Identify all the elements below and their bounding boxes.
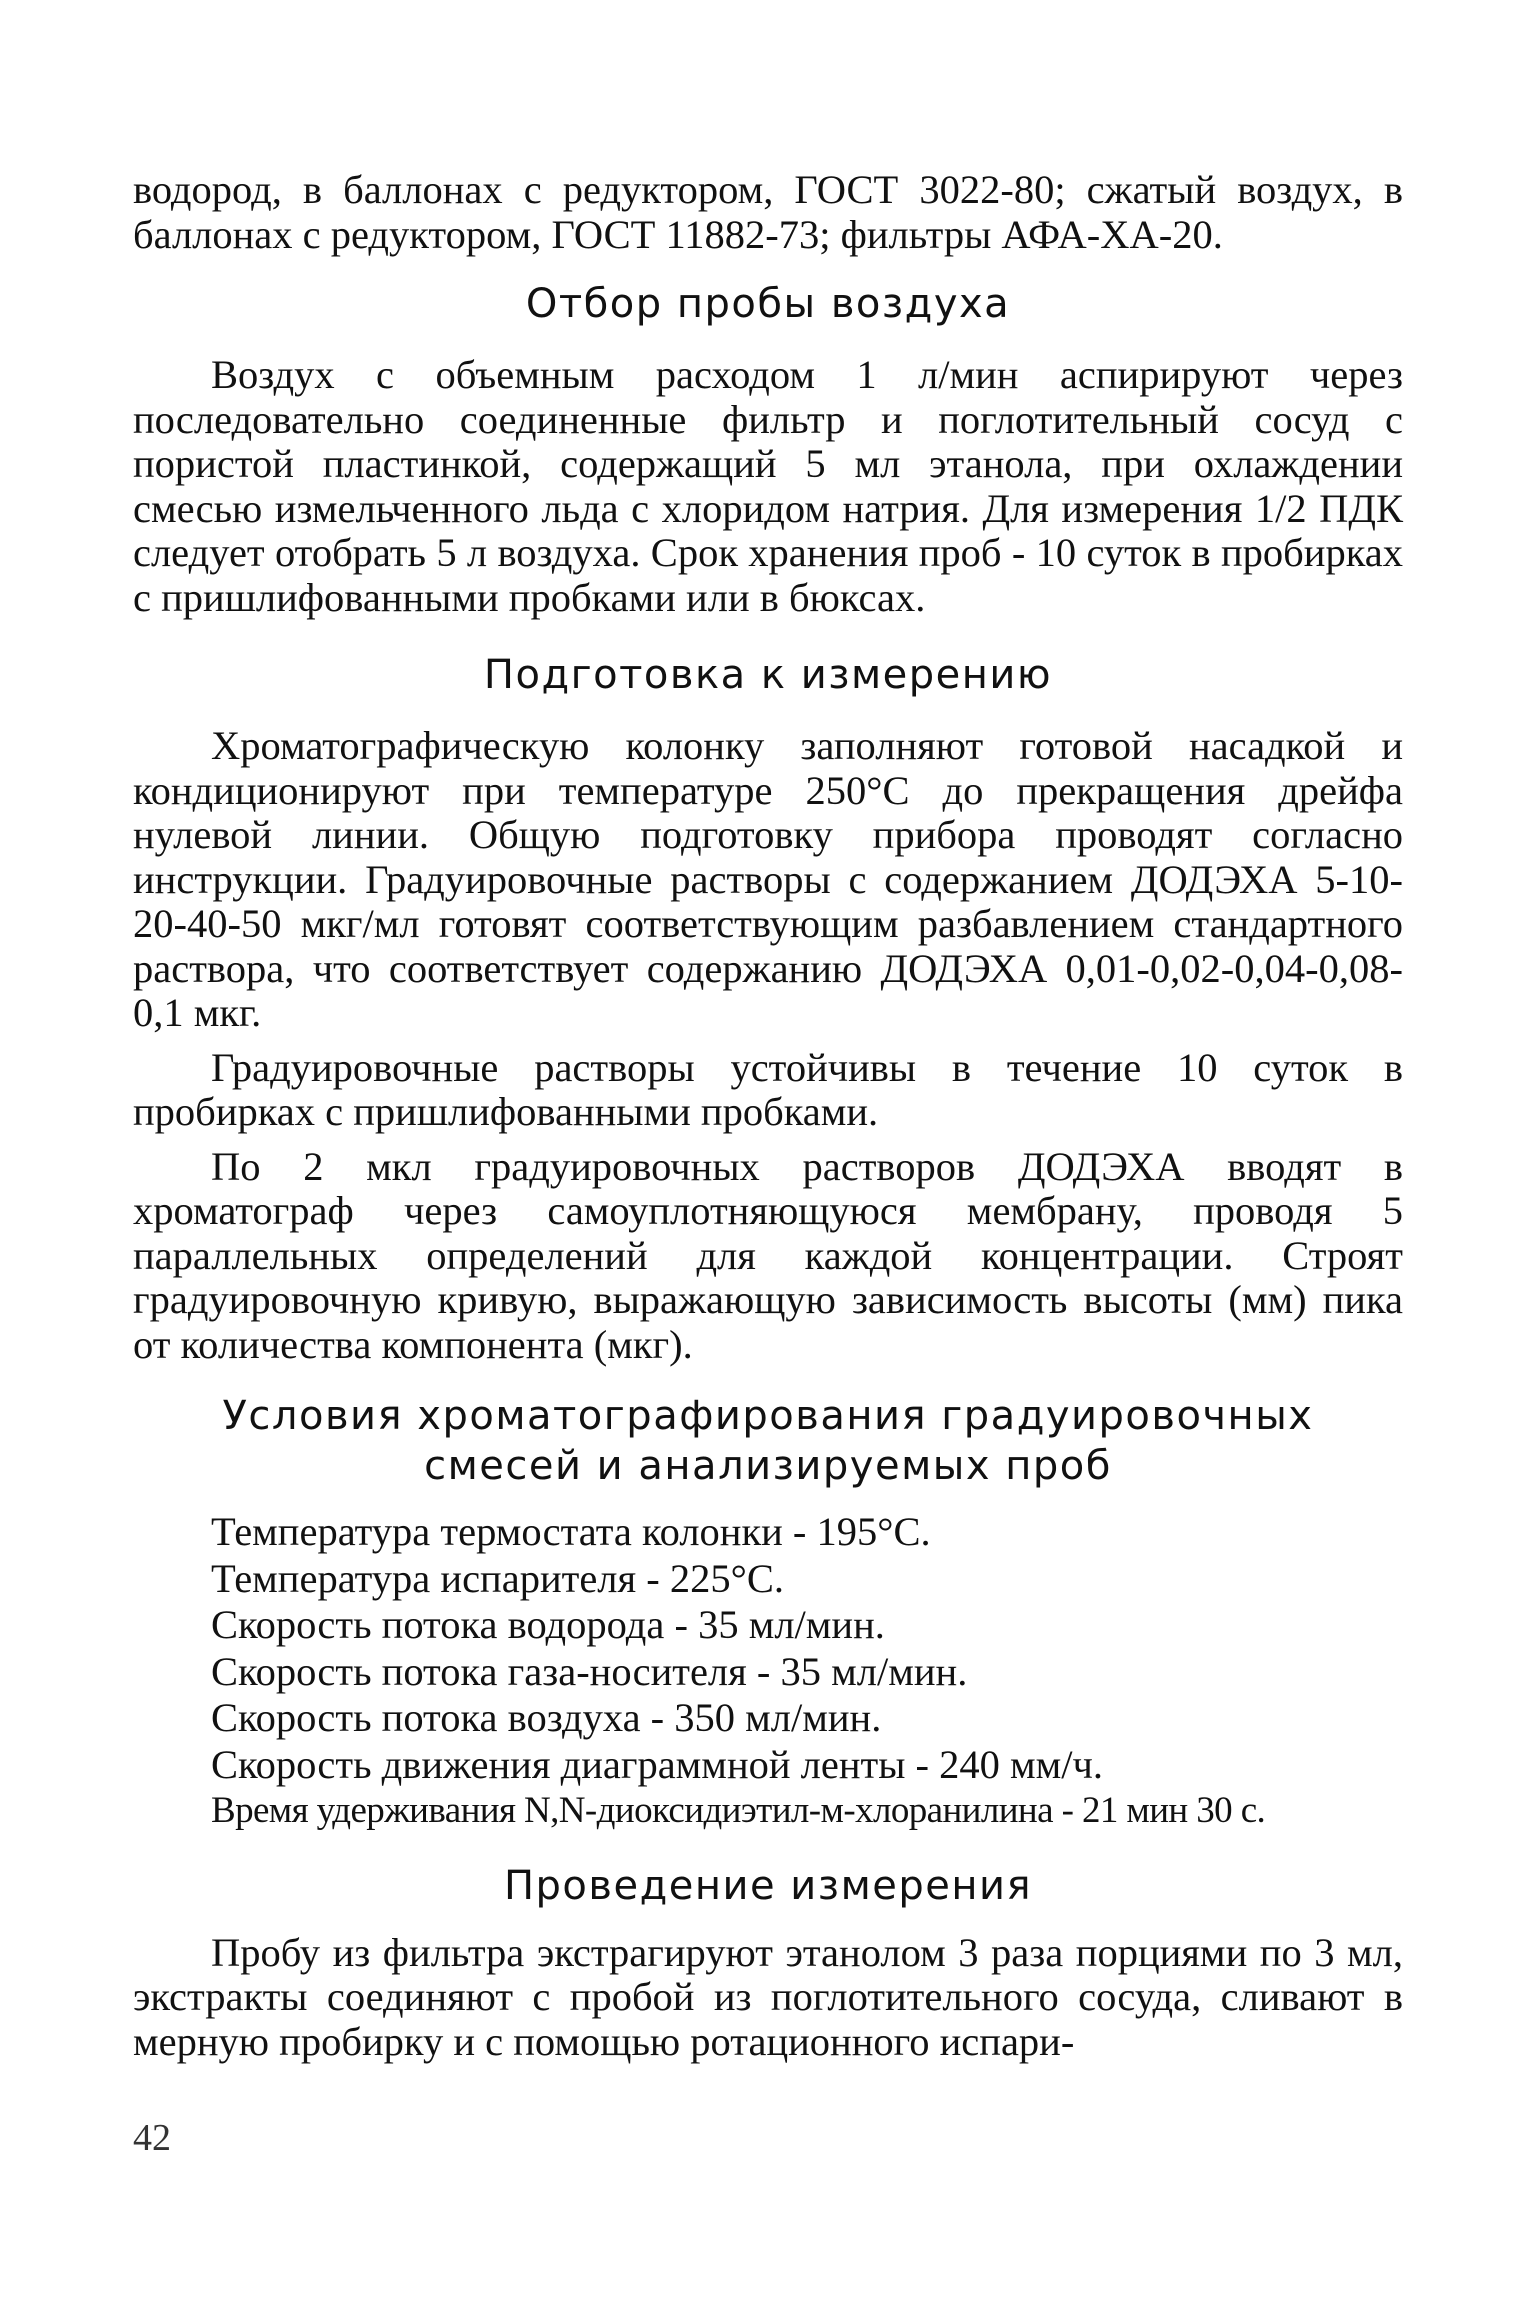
preparation-paragraph-3: По 2 мкл градуировочных растворов ДОДЭХА вводят в хроматограф через самоуплотняющуюся мембрану, проводя 5 параллельных определений для каждой концентрации. Строят градуировочную кривую, выражающую зависимость высоты (мм) пика от количества компонента (мкг). — [133, 1143, 1403, 1367]
intro-paragraph: водород, в баллонах с редуктором, ГОСТ 3022-80; сжатый воздух, в баллонах с редуктором, ГОСТ 11882-73; фильтры АФА-ХА-20. — [133, 167, 1403, 257]
measurement-paragraph: Пробу из фильтра экстрагируют этанолом 3 раза порциями по 3 мл, экстракты соединяют с пробой из поглотительного сосуда, сливают в мерную пробирку и с помощью ротационного испари- — [133, 1929, 1403, 2064]
condition-item-air-flow: Скорость потока воздуха - 350 мл/мин. — [211, 1695, 882, 1740]
condition-item-retention-time: Время удерживания N,N-диоксидиэтил-м-хлоранилина - 21 мин 30 с. — [211, 1790, 1266, 1831]
heading-conditions-line-2: смесей и анализируемых проб — [424, 1443, 1112, 1489]
heading-conditions — [133, 1391, 1403, 1491]
condition-item-carrier-gas-flow: Скорость потока газа-носителя - 35 мл/мин. — [211, 1648, 968, 1694]
heading-conditions-line-1: Условия хроматографирования градуировочных — [222, 1393, 1314, 1439]
condition-item-evaporator-temperature: Температура испарителя - 225°С. — [211, 1555, 784, 1601]
heading-preparation: Подготовка к измерению — [483, 652, 1053, 698]
document-page — [133, 168, 1403, 2064]
preparation-paragraph-1: Хроматографическую колонку заполняют готовой насадкой и кондиционируют при температуре 250°С до прекращения дрейфа нулевой линии. Общую подготовку прибора проводят согласно инструкции. Градуировочные растворы с содержанием ДОДЭХА 5-10-20-40-50 мкг/мл готовят соответствующим разбавлением стандартного раствора, что соответствует содержанию ДОДЭХА 0,01-0,02-0,04-0,08-0,1 мкг. — [133, 723, 1403, 1035]
condition-item-chart-speed: Скорость движения диаграммной ленты - 240 мм/ч. — [211, 1741, 1104, 1787]
condition-item-column-temperature: Температура термостата колонки - 195°С. — [211, 1509, 931, 1554]
preparation-paragraph-2: Градуировочные растворы устойчивы в течение 10 суток в пробирках с пришлифованными пробками. — [133, 1044, 1403, 1134]
page-number: 42 — [133, 2117, 171, 2159]
condition-item-hydrogen-flow: Скорость потока водорода - 35 мл/мин. — [211, 1602, 885, 1647]
heading-air-sampling: Отбор пробы воздуха — [525, 281, 1011, 327]
heading-measurement: Проведение измерения — [503, 1862, 1033, 1909]
conditions-list — [133, 1509, 1403, 1835]
sampling-paragraph: Воздух с объемным расходом 1 л/мин аспирируют через последовательно соединенные фильтр и поглотительный сосуд с пористой пластинкой, содержащий 5 мл этанола, при охлаждении смесью измельченного льда с хлоридом натрия. Для измерения 1/2 ПДК следует отобрать 5 л воздуха. Срок хранения проб - 10 суток в пробирках с пришлифованными пробками или в бюксах. — [133, 352, 1403, 620]
